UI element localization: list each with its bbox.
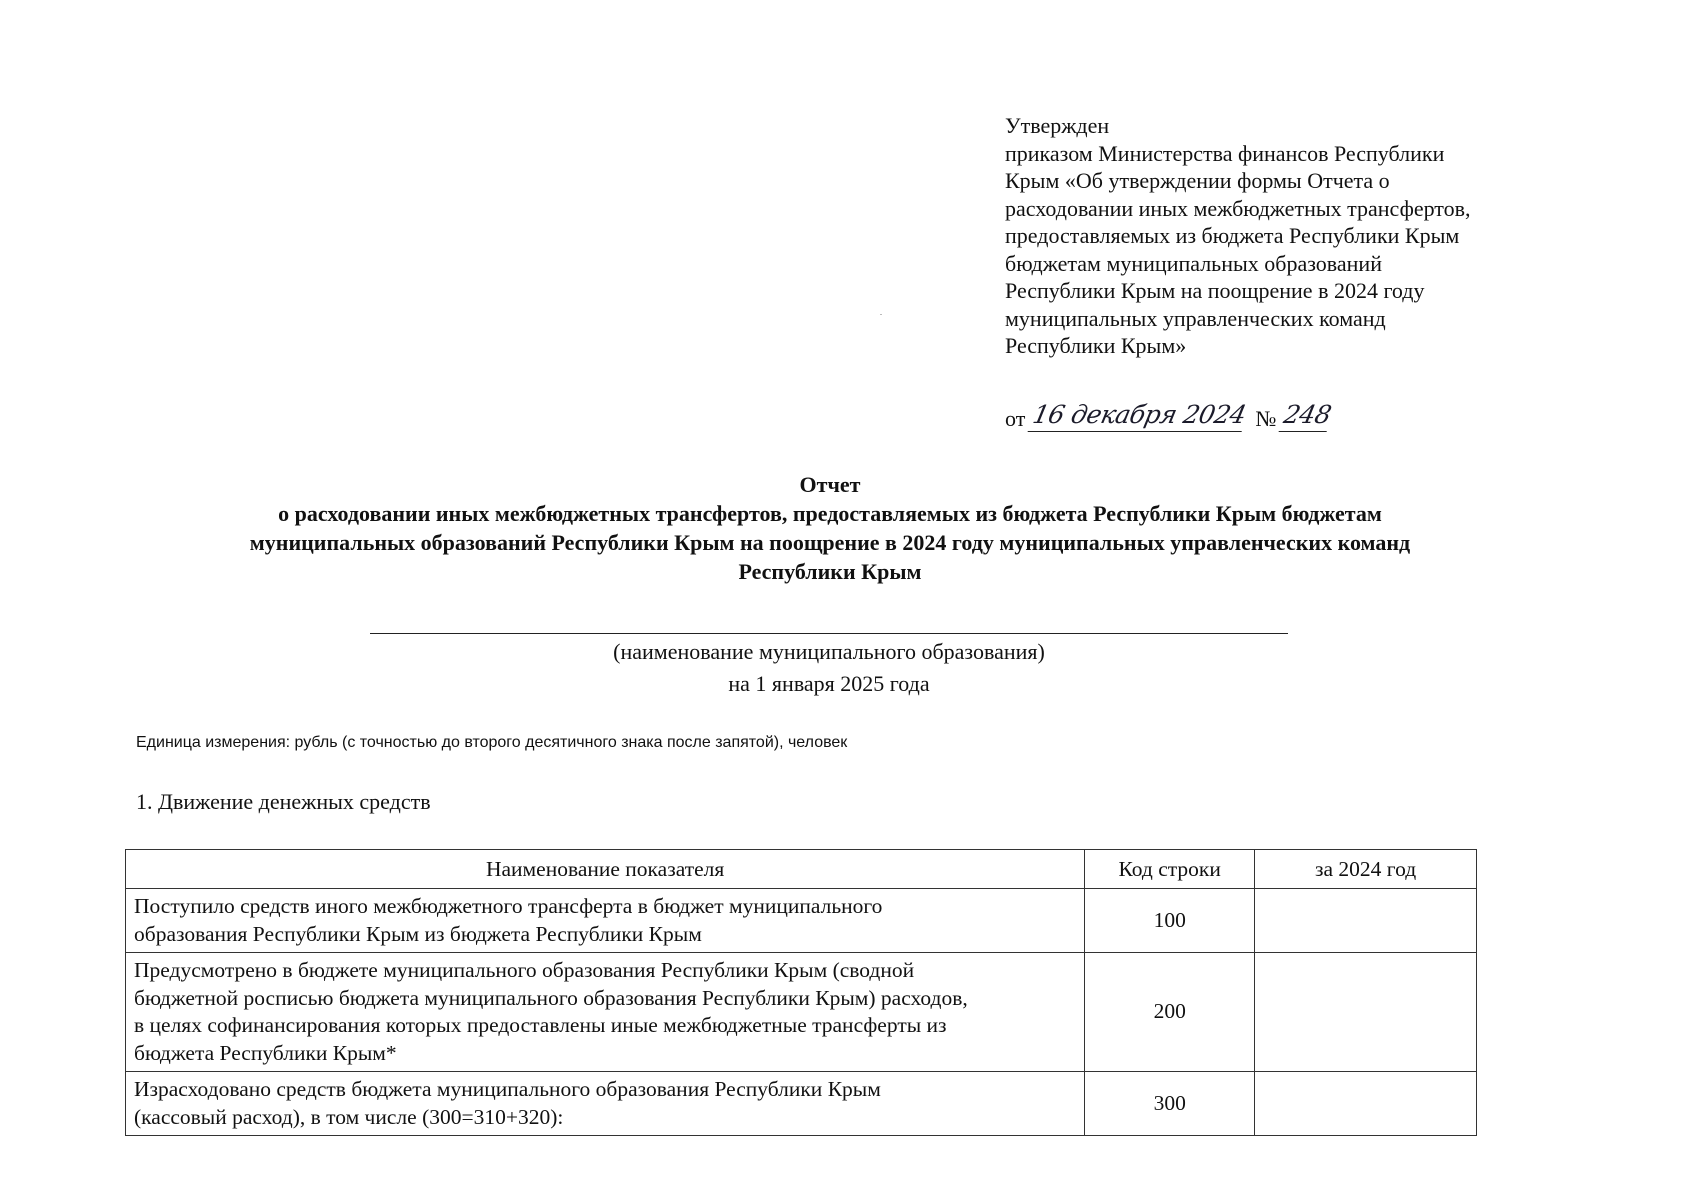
approval-line: Крым «Об утверждении формы Отчета о <box>1005 168 1390 193</box>
header-indicator-name: Наименование показателя <box>126 850 1085 889</box>
approval-line: бюджетам муниципальных образований <box>1005 250 1382 276</box>
approval-line: расходовании иных межбюджетных трансфертов, <box>1005 195 1471 221</box>
indicator-name-cell <box>126 1072 1085 1136</box>
municipality-name-hint: (наименование муниципального образования) <box>613 639 1045 664</box>
order-date-line <box>1005 392 1334 432</box>
handwritten-number: 248 <box>1279 400 1334 432</box>
table-header-row <box>126 850 1477 889</box>
report-title <box>120 470 1540 586</box>
indicator-name-line: бюджета Республики Крым* <box>134 1040 397 1065</box>
indicator-name-line: Поступило средств иного межбюджетного трансферта в бюджет муниципального <box>134 894 883 918</box>
approval-line: Республики Крым» <box>1005 333 1187 358</box>
indicator-name-line: бюджетной росписью бюджета муниципального образования Республики Крым) расходов, <box>134 985 968 1010</box>
date-prefix: от <box>1005 406 1026 431</box>
line-code-cell: 300 <box>1085 1072 1255 1136</box>
scan-speck <box>880 314 882 315</box>
indicator-name-cell <box>126 953 1085 1072</box>
municipality-name-blank <box>370 633 1288 634</box>
value-cell <box>1255 889 1477 953</box>
section-title: 1. Движение денежных средств <box>136 789 431 814</box>
title-line: муниципальных образований Республики Крым на поощрение в 2024 году муниципальных управленческих команд <box>249 530 1411 555</box>
approval-block <box>1005 112 1565 360</box>
units-note: Единица измерения: рубль (с точностью до второго десятичного знака после запятой), человек <box>136 734 848 751</box>
report-date: на 1 января 2025 года <box>728 671 930 696</box>
cash-flow-table <box>125 849 1477 1136</box>
approval-line: Республики Крым на поощрение в 2024 году <box>1005 278 1425 303</box>
header-line-code: Код строки <box>1085 850 1255 889</box>
approval-line: приказом Министерства финансов Республики <box>1005 140 1445 166</box>
indicator-name-line: образования Республики Крым из бюджета Республики Крым <box>134 921 702 946</box>
approval-line: муниципальных управленческих команд <box>1005 305 1386 331</box>
number-prefix: № <box>1255 406 1277 431</box>
title-line: Республики Крым <box>738 559 922 584</box>
title-line: о расходовании иных межбюджетных трансфертов, предоставляемых из бюджета Республики Крым бюджетам <box>278 501 1382 526</box>
title-heading: Отчет <box>799 472 861 497</box>
value-cell <box>1255 1072 1477 1136</box>
approval-line: Утвержден <box>1005 113 1110 138</box>
header-year-2024: за 2024 год <box>1255 850 1477 889</box>
table-row <box>126 1072 1477 1136</box>
indicator-name-line: Израсходовано средств бюджета муниципального образования Республики Крым <box>134 1077 881 1101</box>
approval-line: предоставляемых из бюджета Республики Крым <box>1005 223 1460 248</box>
indicator-name-line: (кассовый расход), в том числе (300=310+320): <box>134 1104 564 1129</box>
table-row <box>126 953 1477 1072</box>
handwritten-date: 16 декабря 2024 <box>1028 400 1249 432</box>
indicator-name-line: в целях софинансирования которых предоставлены иные межбюджетные трансферты из <box>134 1013 947 1037</box>
indicator-name-line: Предусмотрено в бюджете муниципального образования Республики Крым (сводной <box>134 958 915 982</box>
line-code-cell: 200 <box>1085 953 1255 1072</box>
indicator-name-cell <box>126 889 1085 953</box>
value-cell <box>1255 953 1477 1072</box>
table-row <box>126 889 1477 953</box>
line-code-cell: 100 <box>1085 889 1255 953</box>
